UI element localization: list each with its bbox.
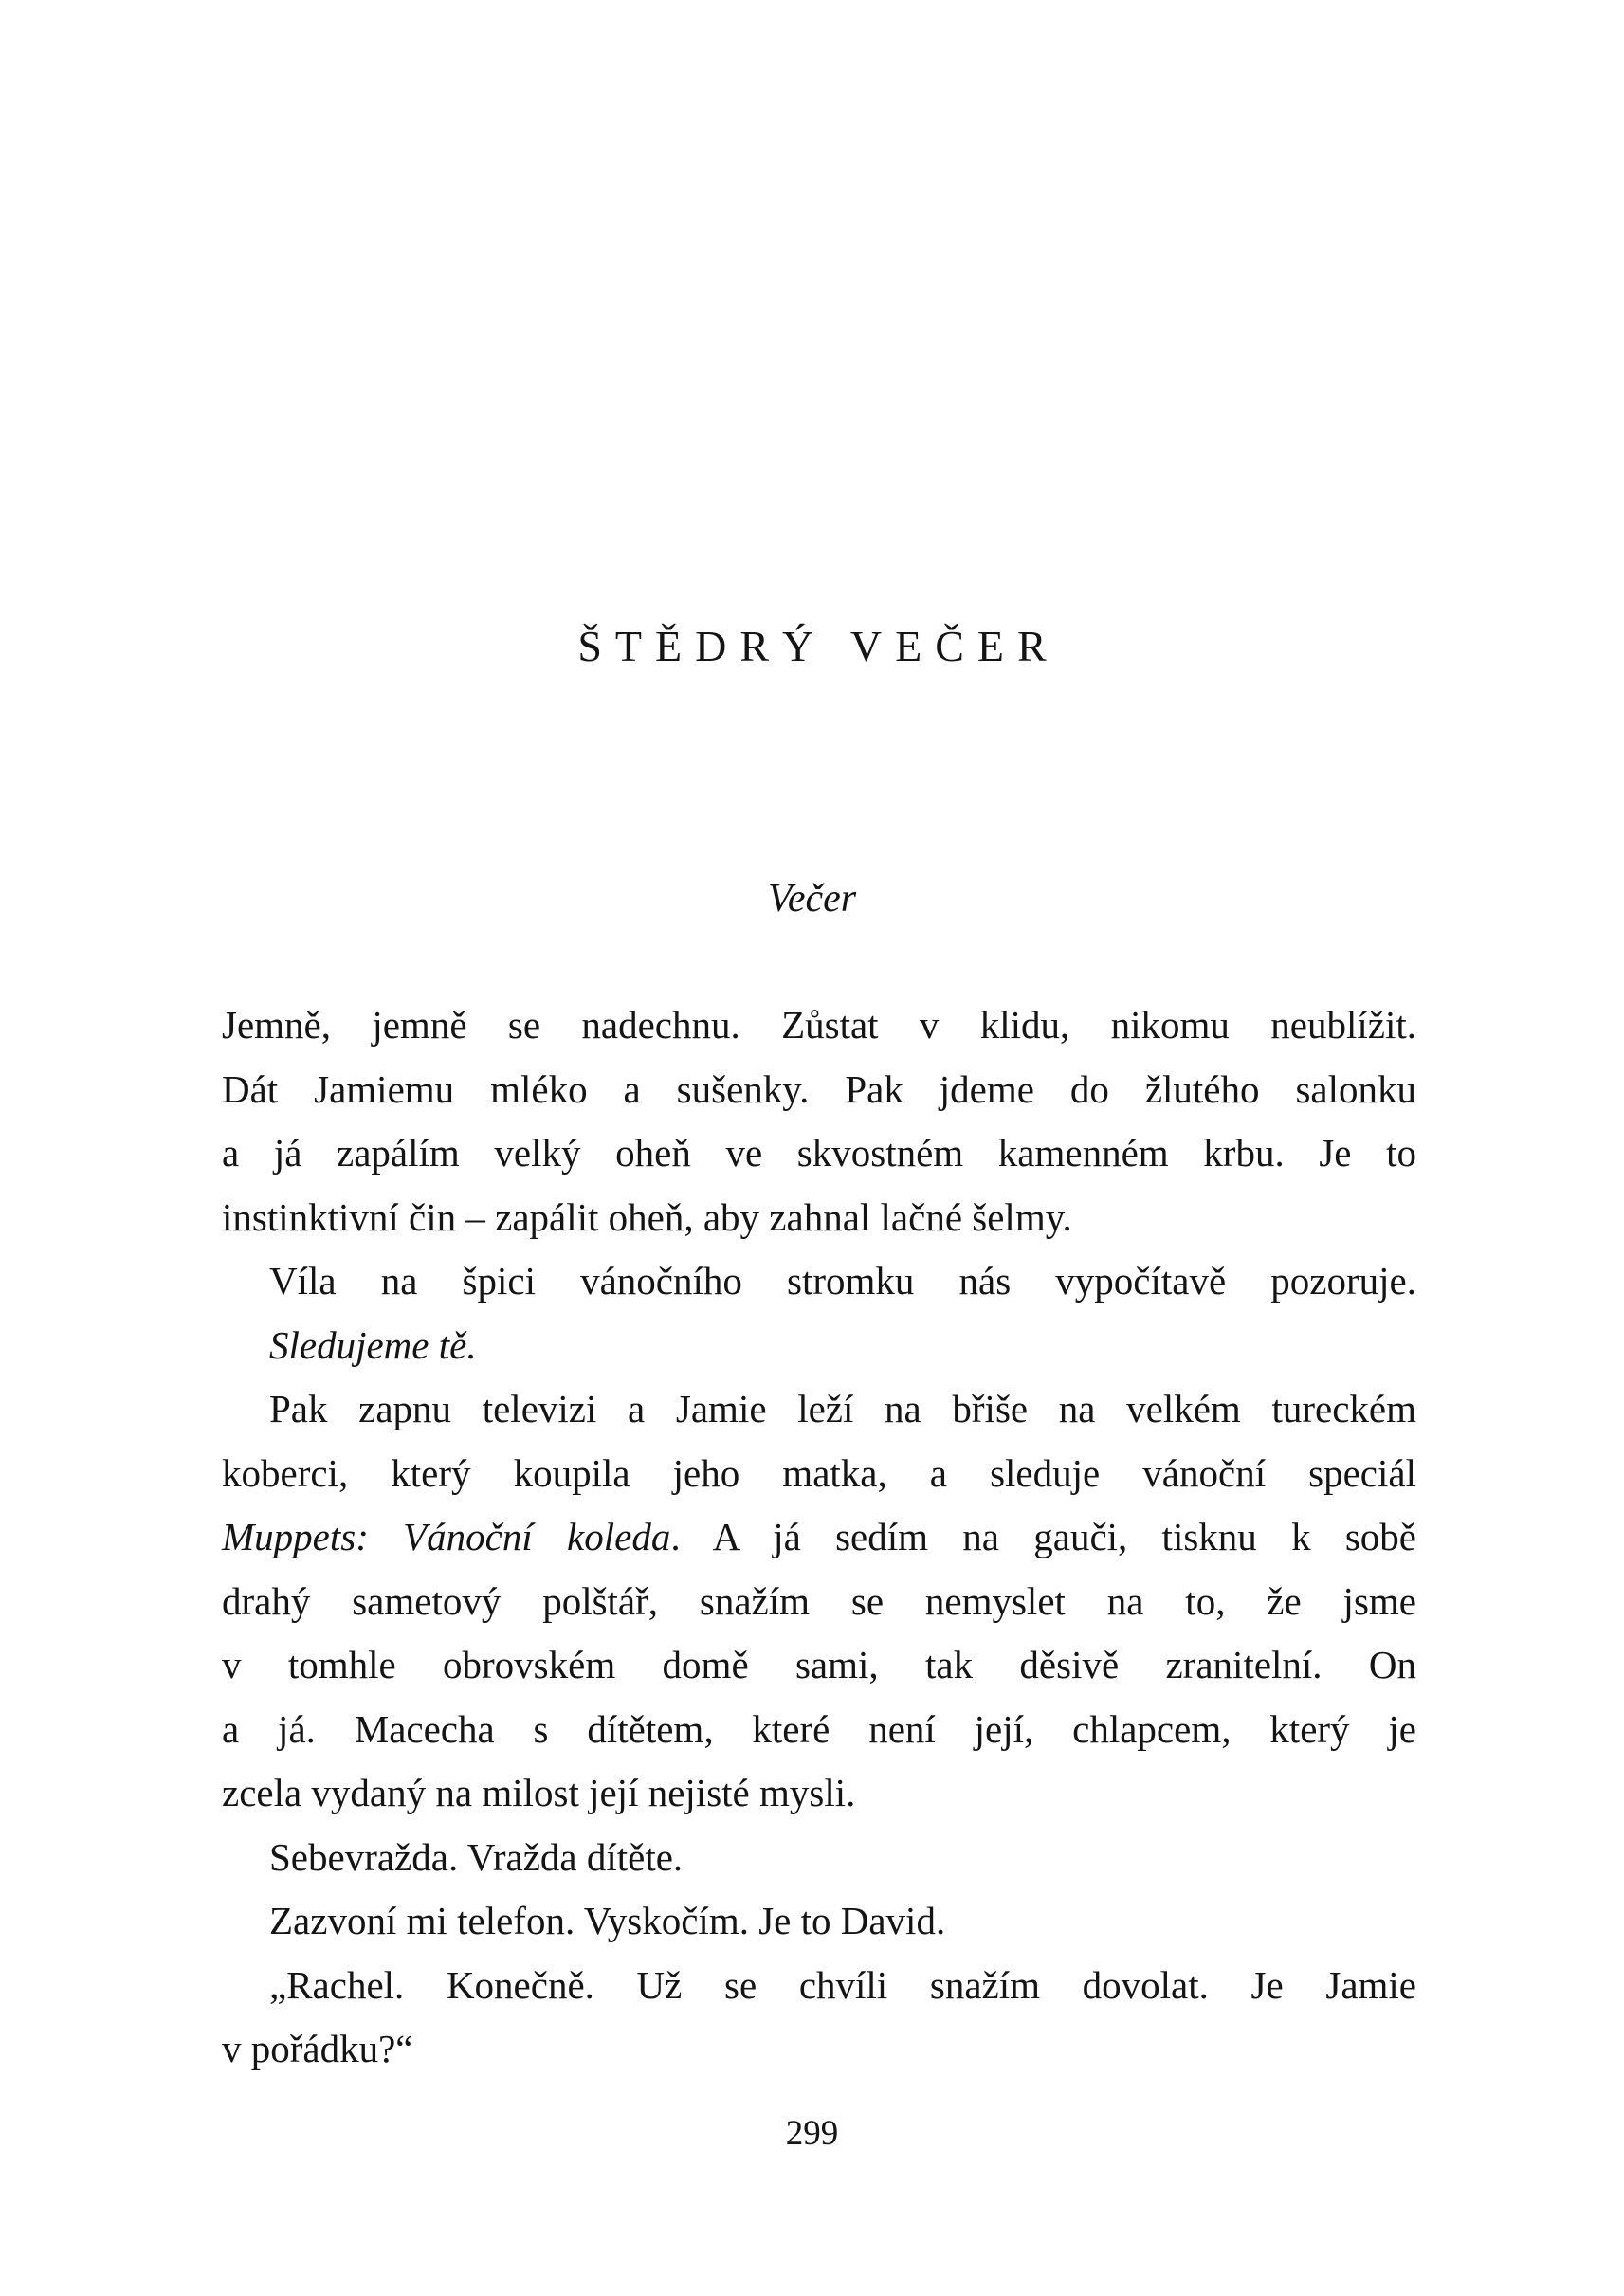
text-line: koberci, který koupila jeho matka, a sleduje vánoční speciál [222, 1450, 1416, 1495]
text-line: zcela vydaný na milost její nejisté mysli. [222, 1771, 856, 1814]
text-line: Víla na špici vánočního stromku nás vypočítavě pozoruje. [269, 1259, 1416, 1303]
text-line: drahý sametový polštář, snažím se nemyslet na to, že jsme [222, 1578, 1416, 1623]
text-line: Zazvoní mi telefon. Vyskočím. Je to David. [269, 1899, 946, 1942]
italic-title: Muppets: Vánoční koleda [222, 1515, 671, 1558]
section-title: Večer [767, 877, 857, 920]
text-line: „Rachel. Konečně. Už se chvíli snažím dovolat. Je Jamie [269, 1962, 1416, 2007]
text-line: a já. Macecha s dítětem, které není její, chlapcem, který je [222, 1706, 1416, 1751]
page-number: 299 [785, 2114, 839, 2153]
body-text [222, 993, 1416, 2082]
text-line: instinktivní čin – zapálit oheň, aby zahnal lačné šelmy. [222, 1194, 1072, 1239]
text-line: Sebevražda. Vražda dítěte. [269, 1834, 684, 1879]
italic-phrase: Sledujeme tě. [269, 1322, 477, 1367]
text-line: Dát Jamiemu mléko a sušenky. Pak jdeme do žlutého salonku [222, 1066, 1416, 1111]
text-line: Jemně, jemně se nadechnu. Zůstat v klidu, nikomu neublížit. [222, 1003, 1416, 1047]
text-line: Pak zapnu televizi a Jamie leží na břiše na velkém tureckém [269, 1387, 1416, 1430]
chapter-title: ŠTĚDRÝ VEČER [577, 622, 1060, 670]
text-line: v pořádku?“ [222, 2027, 413, 2070]
text-line: a já zapálím velký oheň ve skvostném kamenném krbu. Je to [222, 1131, 1416, 1175]
text-line-rest: . A já sedím na gauči, tisknu k sobě [670, 1515, 1416, 1558]
text-line: v tomhle obrovském domě sami, tak děsivě zranitelní. On [222, 1643, 1416, 1686]
text-line-italic [222, 1314, 1416, 1378]
text-line [222, 1505, 1416, 1570]
